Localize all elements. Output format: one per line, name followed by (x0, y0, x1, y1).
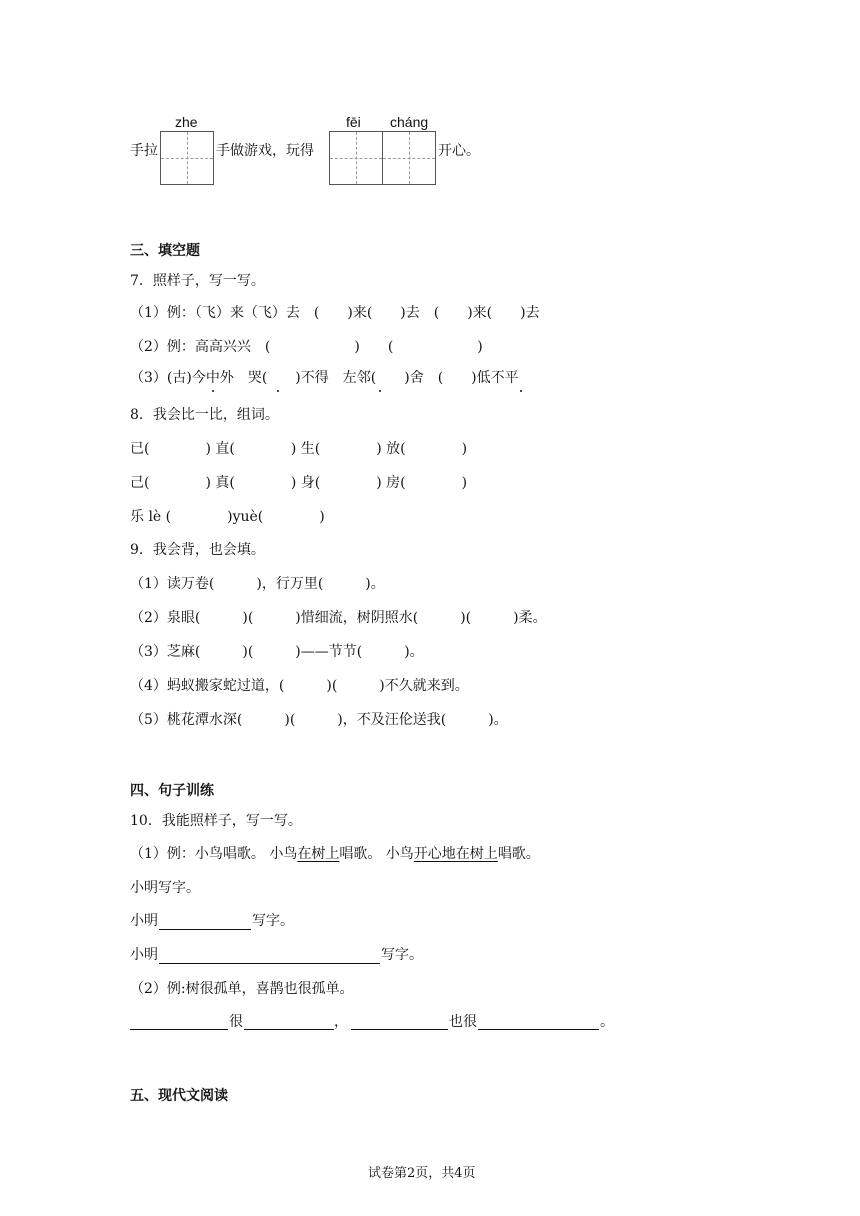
q7-l3-jin: 今 (191, 370, 206, 386)
emphasis-dot-jin (212, 390, 214, 392)
q10-line2-lead: 小明 (130, 913, 158, 929)
q8-row3: 乐 lè ( )yuè( ) (130, 509, 325, 525)
q7-line3 (130, 371, 519, 385)
q7-l3-e: 邻( )舍 ( ) (356, 370, 477, 386)
answer-blank-2[interactable] (244, 1029, 334, 1030)
q7-l3-c: 中外 哭( )不得 (205, 370, 343, 386)
q10-word-yehen: 也很 (449, 1014, 477, 1030)
q10-line3-tail: 写字。 (381, 947, 423, 963)
q6-text-middle: 手做游戏，玩得 (216, 143, 314, 159)
pinyin-chang: cháng (390, 114, 429, 130)
q10-ex1-underlined-2: 开心地在树上 (413, 846, 498, 862)
q7-l3-zuo: 左 (342, 370, 357, 386)
q7-l3-g: 不平 (490, 370, 519, 386)
pinyin-fei: fēi (346, 114, 361, 130)
q10-line3-lead: 小明 (130, 947, 158, 963)
q8-row2: 己( ) 真( ) 身( ) 房( ) (130, 475, 468, 491)
q9-line4: （4）蚂蚁搬家蛇过道，( )( )不久就来到。 (130, 678, 469, 694)
answer-blank-short[interactable] (159, 929, 251, 930)
q7-title: 7．照样子，写一写。 (130, 273, 265, 289)
q10-word-period: 。 (600, 1014, 614, 1030)
emphasis-dot-di (520, 390, 522, 392)
q10-ex1-a: （1）例：小鸟唱歌。 小鸟 (130, 846, 298, 862)
q6-text-after: 开心。 (438, 143, 480, 159)
q10-line1: 小明写字。 (130, 880, 200, 896)
q10-ex1-e: 唱歌。 (497, 846, 540, 862)
q8-row1: 已( ) 直( ) 生( ) 放( ) (130, 441, 468, 457)
section5-heading: 五、现代文阅读 (130, 1088, 228, 1104)
page-footer: 试卷第2页，共4页 (368, 1166, 476, 1181)
q10-example2: （2）例:树很孤单，喜鹊也很孤单。 (130, 981, 354, 997)
q7-l3-a: （3）(古) (130, 370, 192, 386)
emphasis-dot-ku (277, 390, 279, 392)
q9-line1: （1）读万卷( )，行万里( )。 (130, 576, 385, 592)
tianzige-box-chang[interactable] (382, 131, 436, 185)
answer-blank-1[interactable] (130, 1029, 228, 1030)
q9-line3: （3）芝麻( )( )——节节( )。 (130, 644, 424, 660)
emphasis-dot-zuo (379, 390, 381, 392)
q10-ex1-underlined-1: 在树上 (297, 846, 340, 862)
q10-title: 10．我能照样子，写一写。 (130, 813, 302, 829)
q7-line1: （1）例：（飞）来（飞）去 ( )来( )去 ( )来( )去 (130, 305, 540, 321)
section4-heading: 四、句子训练 (130, 783, 214, 799)
tianzige-box-zhe[interactable] (160, 131, 214, 185)
q10-word-hen: 很 (229, 1014, 243, 1030)
q10-ex1-c: 唱歌。 小鸟 (339, 846, 414, 862)
section3-heading: 三、填空题 (130, 243, 200, 259)
q10-example1 (130, 847, 540, 861)
q7-l3-di: 低 (476, 370, 491, 386)
q9-line2: （2）泉眼( )( )惜细流，树阴照水( )( )柔。 (130, 610, 547, 626)
q6-text-before: 手拉 (130, 143, 158, 159)
q9-line5: （5）桃花潭水深( )( )，不及汪伦送我( )。 (130, 712, 508, 728)
q10-line2-tail: 写字。 (252, 913, 294, 929)
q10-word-comma: ， (334, 1014, 348, 1030)
tianzige-box-fei[interactable] (329, 131, 383, 185)
answer-blank-3[interactable] (351, 1029, 448, 1030)
answer-blank-4[interactable] (478, 1029, 599, 1030)
pinyin-zhe: zhe (175, 114, 198, 130)
q8-title: 8．我会比一比，组词。 (130, 407, 279, 423)
q9-title: 9．我会背，也会填。 (130, 542, 265, 558)
q7-line2: （2）例：高高兴兴 ( ) ( ) (130, 339, 483, 355)
answer-blank-long[interactable] (159, 963, 380, 964)
